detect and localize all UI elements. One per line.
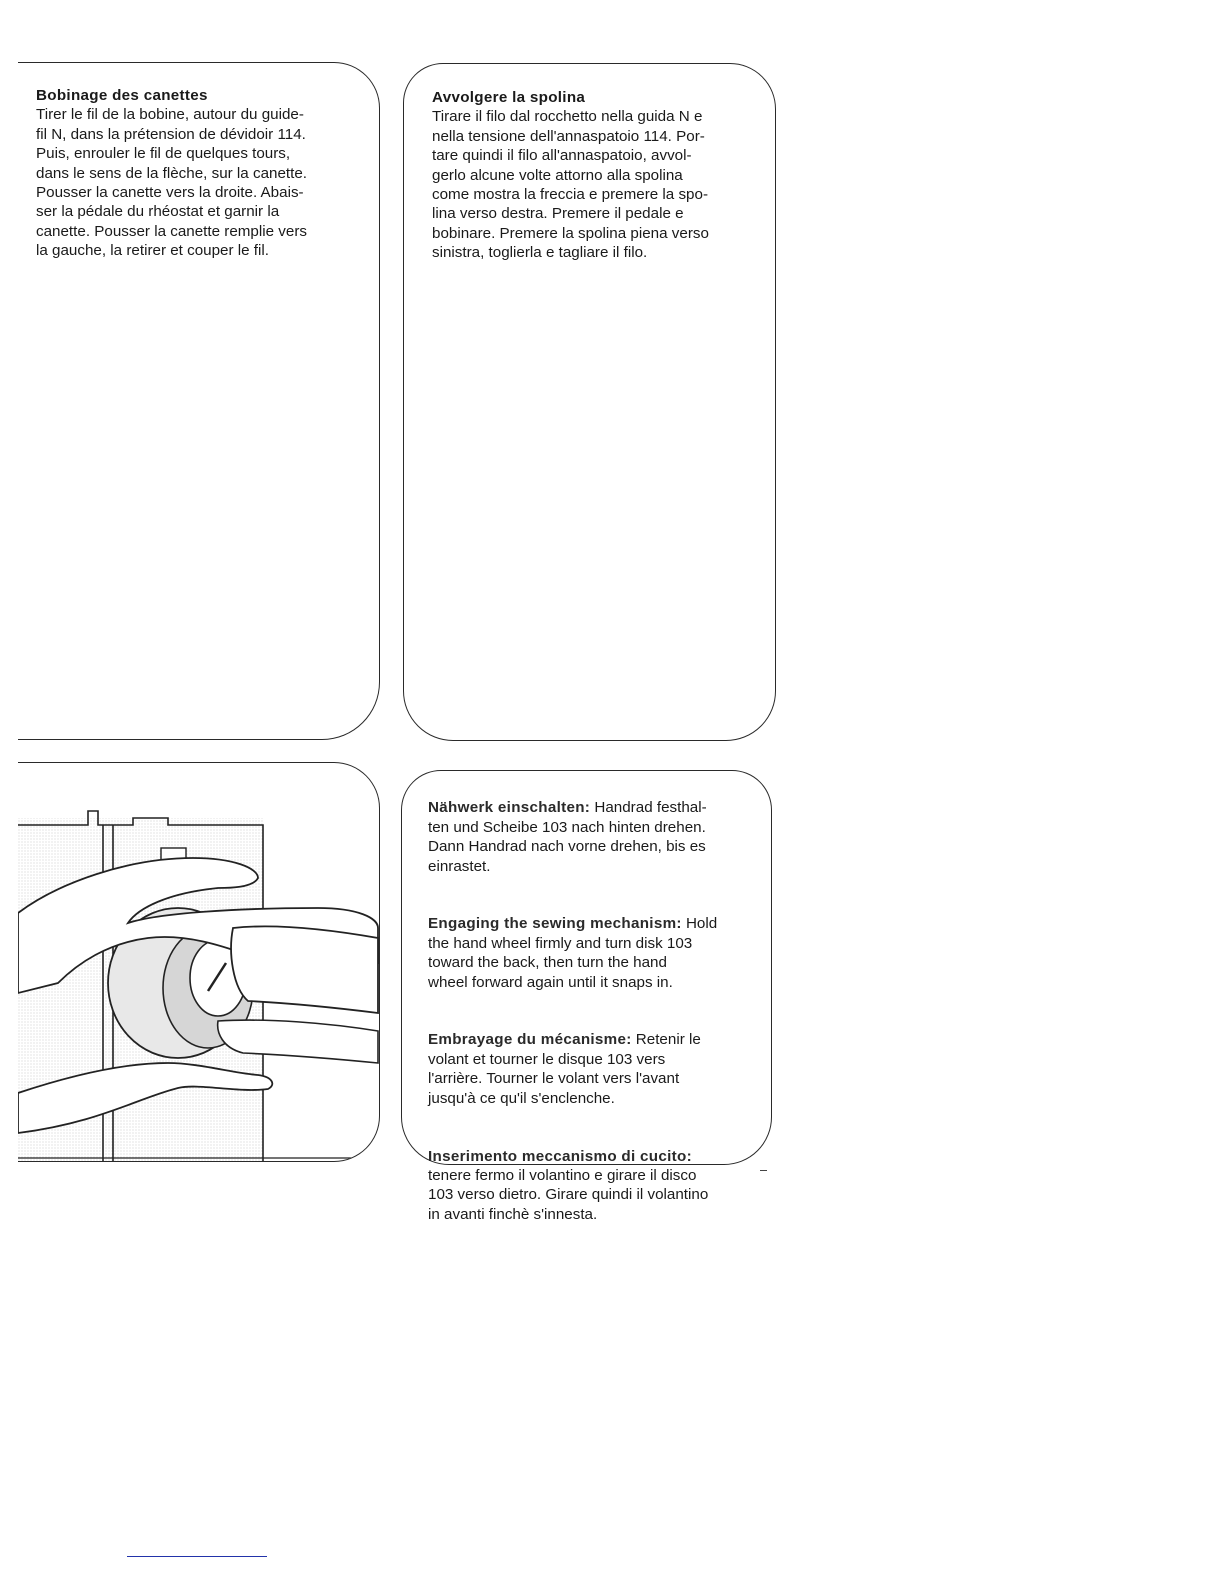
french-body: Tirer le fil de la bobine, autour du guide- fil N, dans la prétension de dévidoir 114. Puis, enrouler le fil de quelques tours, dans le sens de la flèche, sur la canette. Pousser la canette vers la droite. Abais- ser la pédale du rhéostat et garnir la canette. Pousser la canette remplie vers la gauche, la retirer et couper le fil.: [36, 106, 308, 260]
engage-en: [428, 914, 753, 992]
engage-fr-heading: Embrayage du mécanisme:: [428, 1031, 632, 1049]
italian-body: Tirare il filo dal rocchetto nella guida N e nella tensione dell'annaspatoio 114. Por- tare quindi il filo all'annaspatoio, avvol- gerlo alcune volte attorno alla spolina come mostra la freccia e premere la spo- lina verso destra. Premere il pedale e bobinare. Premere la spolina piena verso sinistra, toglierla e tagliare il filo.: [432, 108, 709, 262]
french-heading: Bobinage des canettes: [36, 87, 208, 104]
engage-de-body: Handrad festhal- ten und Scheibe 103 nach hinten drehen. Dann Handrad nach vorne drehen, bis es einrastet.: [428, 799, 707, 875]
french-section: [36, 86, 356, 261]
hand-wheel-illustration: [18, 763, 380, 1162]
italian-section: [432, 88, 757, 263]
engage-en-body: Hold the hand wheel firmly and turn disk 103 toward the back, then turn the hand wheel forward again until it snaps in.: [428, 915, 718, 991]
engage-fr-body: Retenir le volant et tourner le disque 103 vers l'arrière. Tourner le volant vers l'avant jusqu'à ce qu'il s'enclenche.: [428, 1031, 701, 1107]
engage-it: [428, 1147, 753, 1225]
right-thumb: [231, 926, 378, 1013]
engage-it-heading: Inserimento meccanismo di cucito:: [428, 1147, 692, 1165]
corner-mark: [760, 1170, 767, 1171]
engage-de: [428, 798, 753, 876]
engage-section: [428, 779, 753, 1263]
footer-link-underline[interactable]: [127, 1556, 267, 1557]
italian-heading: Avvolgere la spolina: [432, 89, 586, 106]
engage-de-heading: Nähwerk einschalten:: [428, 799, 591, 817]
engage-fr: [428, 1030, 753, 1108]
engage-en-heading: Engaging the sewing mechanism:: [428, 915, 682, 933]
illustration-panel: [18, 762, 380, 1162]
engage-it-body: tenere fermo il volantino e girare il disco 103 verso dietro. Girare quindi il volantino in avanti finchè s'innesta.: [428, 1166, 709, 1223]
